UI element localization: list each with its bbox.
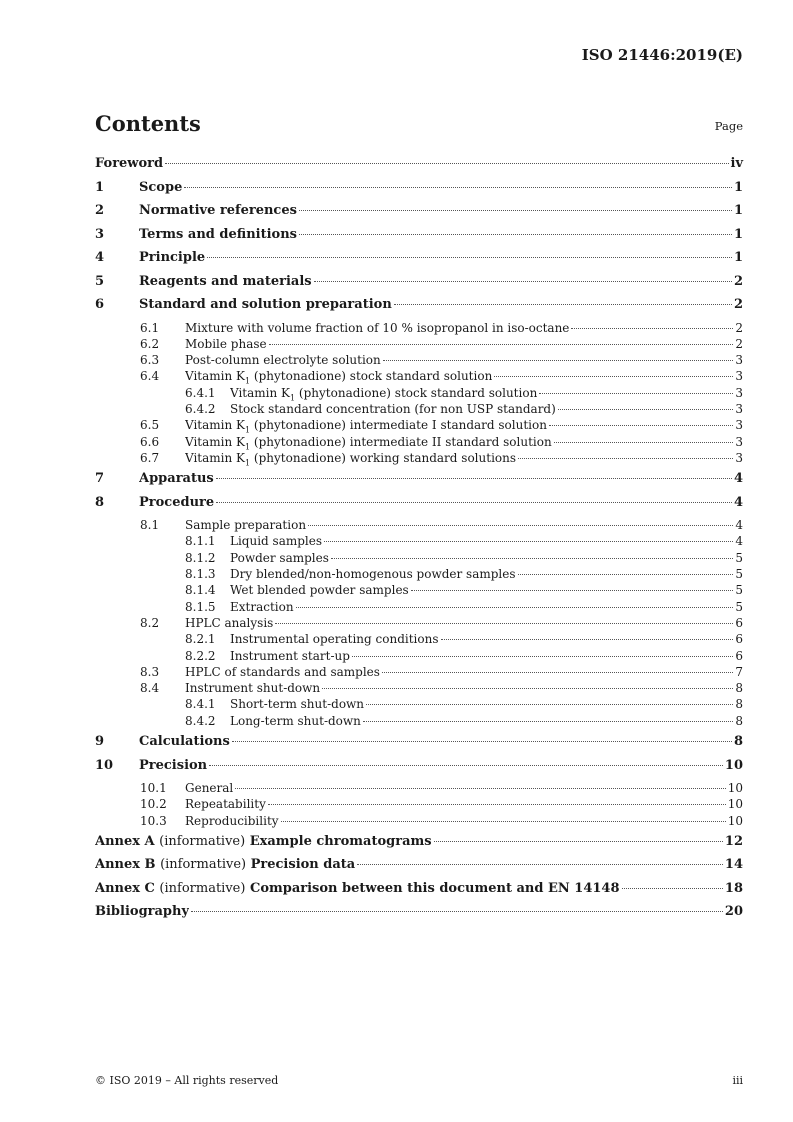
toc-page: 1: [733, 179, 743, 195]
toc-title: Repeatability: [185, 797, 266, 812]
toc-entry-8-4-1[interactable]: [95, 696, 743, 712]
dot-leader: [322, 688, 733, 689]
toc-page: 3: [735, 385, 743, 400]
toc-entry-6-4[interactable]: [95, 368, 743, 384]
toc-entry-annex-a[interactable]: [95, 833, 743, 857]
toc-title: Instrumental operating conditions: [230, 632, 439, 647]
toc-title-text: (phytonadione) intermediate II standard solution: [253, 434, 552, 449]
toc-number: 6.3: [140, 353, 160, 368]
annex-type: (informative): [159, 880, 246, 896]
toc-entry-3[interactable]: [95, 226, 743, 250]
toc-page: 2: [735, 336, 743, 351]
toc-title-text: (phytonadione) stock standard solution: [298, 385, 538, 400]
toc-title: Principle: [139, 250, 206, 265]
toc-page: 5: [735, 583, 743, 598]
dot-leader: [191, 911, 723, 912]
vitamin-subscript: 1: [245, 441, 251, 450]
toc-page: 3: [735, 401, 743, 416]
toc-entry-8-4-2[interactable]: [95, 713, 743, 729]
toc-number: 6.4: [140, 369, 160, 384]
dot-leader: [352, 656, 733, 657]
toc-title-text: (phytonadione) stock standard solution: [253, 369, 493, 384]
vitamin-subscript: 1: [290, 393, 296, 401]
toc-entry-6[interactable]: [95, 296, 743, 320]
dot-leader: [383, 360, 734, 361]
toc-title: [95, 833, 432, 851]
toc-title: Scope: [139, 179, 183, 195]
toc-title: Standard and solution preparation: [139, 297, 392, 312]
toc-entry-8-1-3[interactable]: [95, 566, 743, 582]
vitamin-prefix: Vitamin K: [230, 385, 290, 400]
toc-page: 3: [735, 434, 743, 449]
toc-title: Liquid samples: [230, 534, 323, 549]
toc-entry-10-1[interactable]: [95, 780, 743, 796]
toc-entry-9[interactable]: [95, 733, 743, 757]
toc-title: Calculations: [139, 734, 230, 750]
dot-leader: [314, 281, 732, 282]
toc-page: 1: [733, 250, 743, 265]
dot-leader: [281, 821, 726, 822]
toc-entry-2[interactable]: [95, 202, 743, 226]
dot-leader: [232, 741, 732, 742]
toc-entry-8-1-2[interactable]: [95, 550, 743, 566]
dot-leader: [299, 234, 732, 235]
vitamin-subscript: 1: [245, 458, 251, 466]
toc-title: [185, 434, 552, 450]
toc-page: 5: [735, 599, 743, 614]
toc-entry-8-2[interactable]: [95, 615, 743, 631]
toc-entry-8-1-5[interactable]: [95, 599, 743, 615]
toc-title: Instrument shut-down: [185, 681, 321, 696]
footer-page-number: iii: [732, 1074, 743, 1087]
toc-page: 4: [733, 471, 743, 487]
vitamin-subscript: 1: [245, 376, 251, 385]
toc-page: 3: [735, 369, 743, 384]
toc-page: 8: [735, 697, 743, 712]
toc-title: Reagents and materials: [139, 273, 312, 289]
dot-leader: [434, 841, 723, 842]
toc-title-text: (phytonadione) intermediate I standard solution: [253, 418, 547, 433]
toc-page: 10: [727, 797, 743, 812]
toc-number: 10.2: [140, 797, 167, 812]
toc-title: Apparatus: [139, 471, 214, 487]
toc-title: HPLC of standards and samples: [185, 664, 380, 679]
toc-page: 2: [735, 320, 743, 335]
toc-number: 6.4.2: [185, 401, 216, 416]
toc-number: 8.1.1: [185, 534, 216, 549]
dot-leader: [622, 888, 723, 889]
toc-number: 10: [95, 757, 114, 773]
vitamin-prefix: Vitamin K: [185, 450, 245, 465]
toc-page: 6: [735, 648, 743, 663]
dot-leader: [382, 672, 733, 673]
toc-title: [185, 368, 492, 384]
dot-leader: [207, 257, 732, 258]
toc-entry-10[interactable]: [95, 757, 743, 781]
toc-page: 3: [735, 353, 743, 368]
toc-title-text: (phytonadione) working standard solutions: [253, 450, 517, 465]
toc-number: 6.6: [140, 434, 160, 449]
toc-number: 6: [95, 297, 105, 312]
dot-leader: [494, 376, 733, 377]
toc-title: [230, 385, 537, 401]
dot-leader: [216, 502, 732, 503]
dot-leader: [216, 478, 732, 479]
dot-leader: [275, 623, 733, 624]
toc-number: 8.1: [140, 518, 160, 533]
toc-page: 18: [724, 880, 743, 896]
dot-leader: [209, 765, 723, 766]
toc-title: General: [185, 781, 234, 796]
toc-number: 8.2.2: [185, 648, 216, 663]
toc-page: 5: [735, 567, 743, 582]
dot-leader: [184, 187, 732, 188]
toc-number: 6.5: [140, 418, 160, 433]
dot-leader: [235, 788, 725, 789]
annex-title: Example chromatograms: [249, 833, 432, 849]
toc-entry-bibliography[interactable]: [95, 903, 743, 927]
toc-title: Powder samples: [230, 550, 329, 565]
toc-entry-8-3[interactable]: [95, 664, 743, 680]
toc-page: 8: [735, 681, 743, 696]
toc-title: Dry blended/non-homogenous powder samples: [230, 567, 516, 582]
toc-entry-4[interactable]: [95, 249, 743, 273]
toc-entry-8-1-4[interactable]: [95, 582, 743, 598]
toc-title: Terms and definitions: [139, 226, 297, 242]
annex-label: Annex B: [95, 857, 156, 873]
toc-number: 8.1.3: [185, 567, 216, 582]
dot-leader: [571, 328, 733, 329]
toc-number: 3: [95, 226, 105, 242]
toc-title: Bibliography: [95, 904, 190, 920]
toc-number: 6.2: [140, 336, 160, 351]
toc-page: 2: [733, 273, 743, 289]
toc-entry-6-2[interactable]: [95, 336, 743, 352]
toc-title: [185, 450, 516, 466]
toc-title: Stock standard concentration (for non USP standard): [230, 401, 556, 416]
toc-title: Normative references: [139, 203, 297, 218]
toc-number: 6.1: [140, 320, 160, 335]
footer-copyright: © ISO 2019 – All rights reserved: [95, 1074, 279, 1087]
toc-title: Sample preparation: [185, 518, 307, 533]
toc-title: Mobile phase: [185, 336, 267, 351]
toc-page: 12: [724, 833, 743, 849]
toc-number: 8: [95, 494, 105, 510]
vitamin-prefix: Vitamin K: [185, 369, 245, 384]
annex-type: (informative): [160, 857, 247, 873]
toc-number: 5: [95, 273, 105, 289]
toc-entry-6-5[interactable]: [95, 417, 743, 433]
dot-leader: [269, 344, 734, 345]
toc-number: 6.7: [140, 450, 160, 465]
toc-entry-6-3[interactable]: [95, 352, 743, 368]
toc-title: Precision: [139, 757, 208, 773]
toc-number: 10.1: [140, 781, 167, 796]
toc-title: Procedure: [139, 494, 215, 510]
toc-page: 2: [733, 297, 743, 312]
toc-page: 4: [733, 494, 743, 510]
toc-entry-6-4-2[interactable]: [95, 401, 743, 417]
dot-leader: [268, 804, 726, 805]
page-column-label: Page: [714, 119, 743, 133]
toc-page: 1: [733, 226, 743, 242]
table-of-contents: [95, 155, 743, 927]
annex-label: Annex C: [95, 880, 155, 896]
toc-entry-10-3[interactable]: [95, 813, 743, 829]
toc-entry-6-7[interactable]: [95, 450, 743, 466]
annex-label: Annex A: [95, 833, 155, 849]
dot-leader: [558, 409, 734, 410]
toc-number: 10.3: [140, 813, 167, 828]
toc-entry-8-1[interactable]: [95, 517, 743, 533]
annex-title: Precision data: [250, 857, 356, 873]
vitamin-subscript: 1: [245, 425, 251, 434]
toc-number: 7: [95, 471, 105, 487]
toc-title: HPLC analysis: [185, 615, 274, 630]
toc-entry-8-2-1[interactable]: [95, 631, 743, 647]
toc-title: Reproducibility: [185, 813, 279, 828]
toc-page: 20: [724, 904, 743, 920]
toc-number: 8.2.1: [185, 632, 216, 647]
dot-leader: [518, 458, 733, 459]
toc-page: 1: [733, 203, 743, 218]
toc-page: 3: [735, 450, 743, 465]
vitamin-prefix: Vitamin K: [185, 418, 245, 433]
toc-page: 5: [735, 550, 743, 565]
vitamin-prefix: Vitamin K: [185, 434, 245, 449]
toc-title: Foreword: [95, 156, 164, 171]
toc-number: 8.3: [140, 664, 160, 679]
dot-leader: [296, 607, 734, 608]
toc-page: iv: [730, 156, 743, 171]
contents-title: Contents: [95, 111, 201, 136]
annex-type: (informative): [159, 833, 246, 849]
toc-title: [185, 417, 547, 433]
document-code: ISO 21446:2019(E): [581, 46, 743, 64]
toc-title: Short-term shut-down: [230, 697, 365, 712]
dot-leader: [357, 864, 723, 865]
dot-leader: [363, 721, 733, 722]
toc-page: 8: [735, 713, 743, 728]
toc-page: 3: [735, 418, 743, 433]
toc-entry-annex-b[interactable]: [95, 856, 743, 880]
dot-leader: [165, 163, 728, 164]
toc-number: 2: [95, 203, 105, 218]
dot-leader: [554, 442, 734, 443]
dot-leader: [308, 525, 733, 526]
toc-title: Mixture with volume fraction of 10 % isopropanol in iso-octane: [185, 320, 570, 335]
toc-page: 7: [735, 664, 743, 679]
toc-page: 14: [724, 857, 743, 873]
toc-page: 6: [735, 615, 743, 630]
toc-entry-annex-c[interactable]: [95, 880, 743, 904]
toc-page: 10: [727, 781, 743, 796]
toc-number: 8.4: [140, 681, 160, 696]
toc-entry-8[interactable]: [95, 494, 743, 518]
dot-leader: [366, 704, 733, 705]
toc-entry-6-4-1[interactable]: [95, 385, 743, 401]
dot-leader: [299, 210, 732, 211]
toc-title: Wet blended powder samples: [230, 583, 409, 598]
toc-number: 1: [95, 179, 105, 195]
toc-entry-8-1-1[interactable]: [95, 533, 743, 549]
toc-page: 4: [735, 534, 743, 549]
toc-number: 8.4.2: [185, 713, 216, 728]
dot-leader: [394, 304, 732, 305]
dot-leader: [441, 639, 734, 640]
toc-entry-5[interactable]: [95, 273, 743, 297]
dot-leader: [411, 590, 734, 591]
toc-page: 6: [735, 632, 743, 647]
dot-leader: [331, 558, 733, 559]
dot-leader: [539, 393, 733, 394]
toc-number: 8.1.4: [185, 583, 216, 598]
toc-title: Instrument start-up: [230, 648, 350, 663]
toc-number: 8.1.2: [185, 550, 216, 565]
toc-entry-10-2[interactable]: [95, 796, 743, 812]
annex-title: Comparison between this document and EN 14148: [249, 880, 620, 896]
dot-leader: [324, 541, 733, 542]
toc-number: 8.4.1: [185, 697, 216, 712]
toc-title: [95, 880, 620, 898]
toc-number: 4: [95, 250, 105, 265]
toc-entry-6-1[interactable]: [95, 320, 743, 336]
toc-page: 4: [735, 518, 743, 533]
toc-entry-1[interactable]: [95, 179, 743, 203]
dot-leader: [518, 574, 734, 575]
toc-title: [95, 856, 355, 874]
toc-number: 9: [95, 734, 105, 750]
toc-title: Post-column electrolyte solution: [185, 353, 381, 368]
toc-number: 8.2: [140, 615, 160, 630]
toc-entry-foreword[interactable]: [95, 155, 743, 179]
toc-entry-7[interactable]: [95, 470, 743, 494]
toc-entry-8-4[interactable]: [95, 680, 743, 696]
toc-number: 8.1.5: [185, 599, 216, 614]
toc-page: 8: [733, 734, 743, 750]
toc-entry-8-2-2[interactable]: [95, 648, 743, 664]
toc-title: Extraction: [230, 599, 294, 614]
toc-number: 6.4.1: [185, 385, 216, 400]
dot-leader: [549, 425, 733, 426]
toc-page: 10: [727, 813, 743, 828]
toc-entry-6-6[interactable]: [95, 434, 743, 450]
toc-title: Long-term shut-down: [230, 713, 361, 728]
toc-page: 10: [724, 757, 743, 773]
